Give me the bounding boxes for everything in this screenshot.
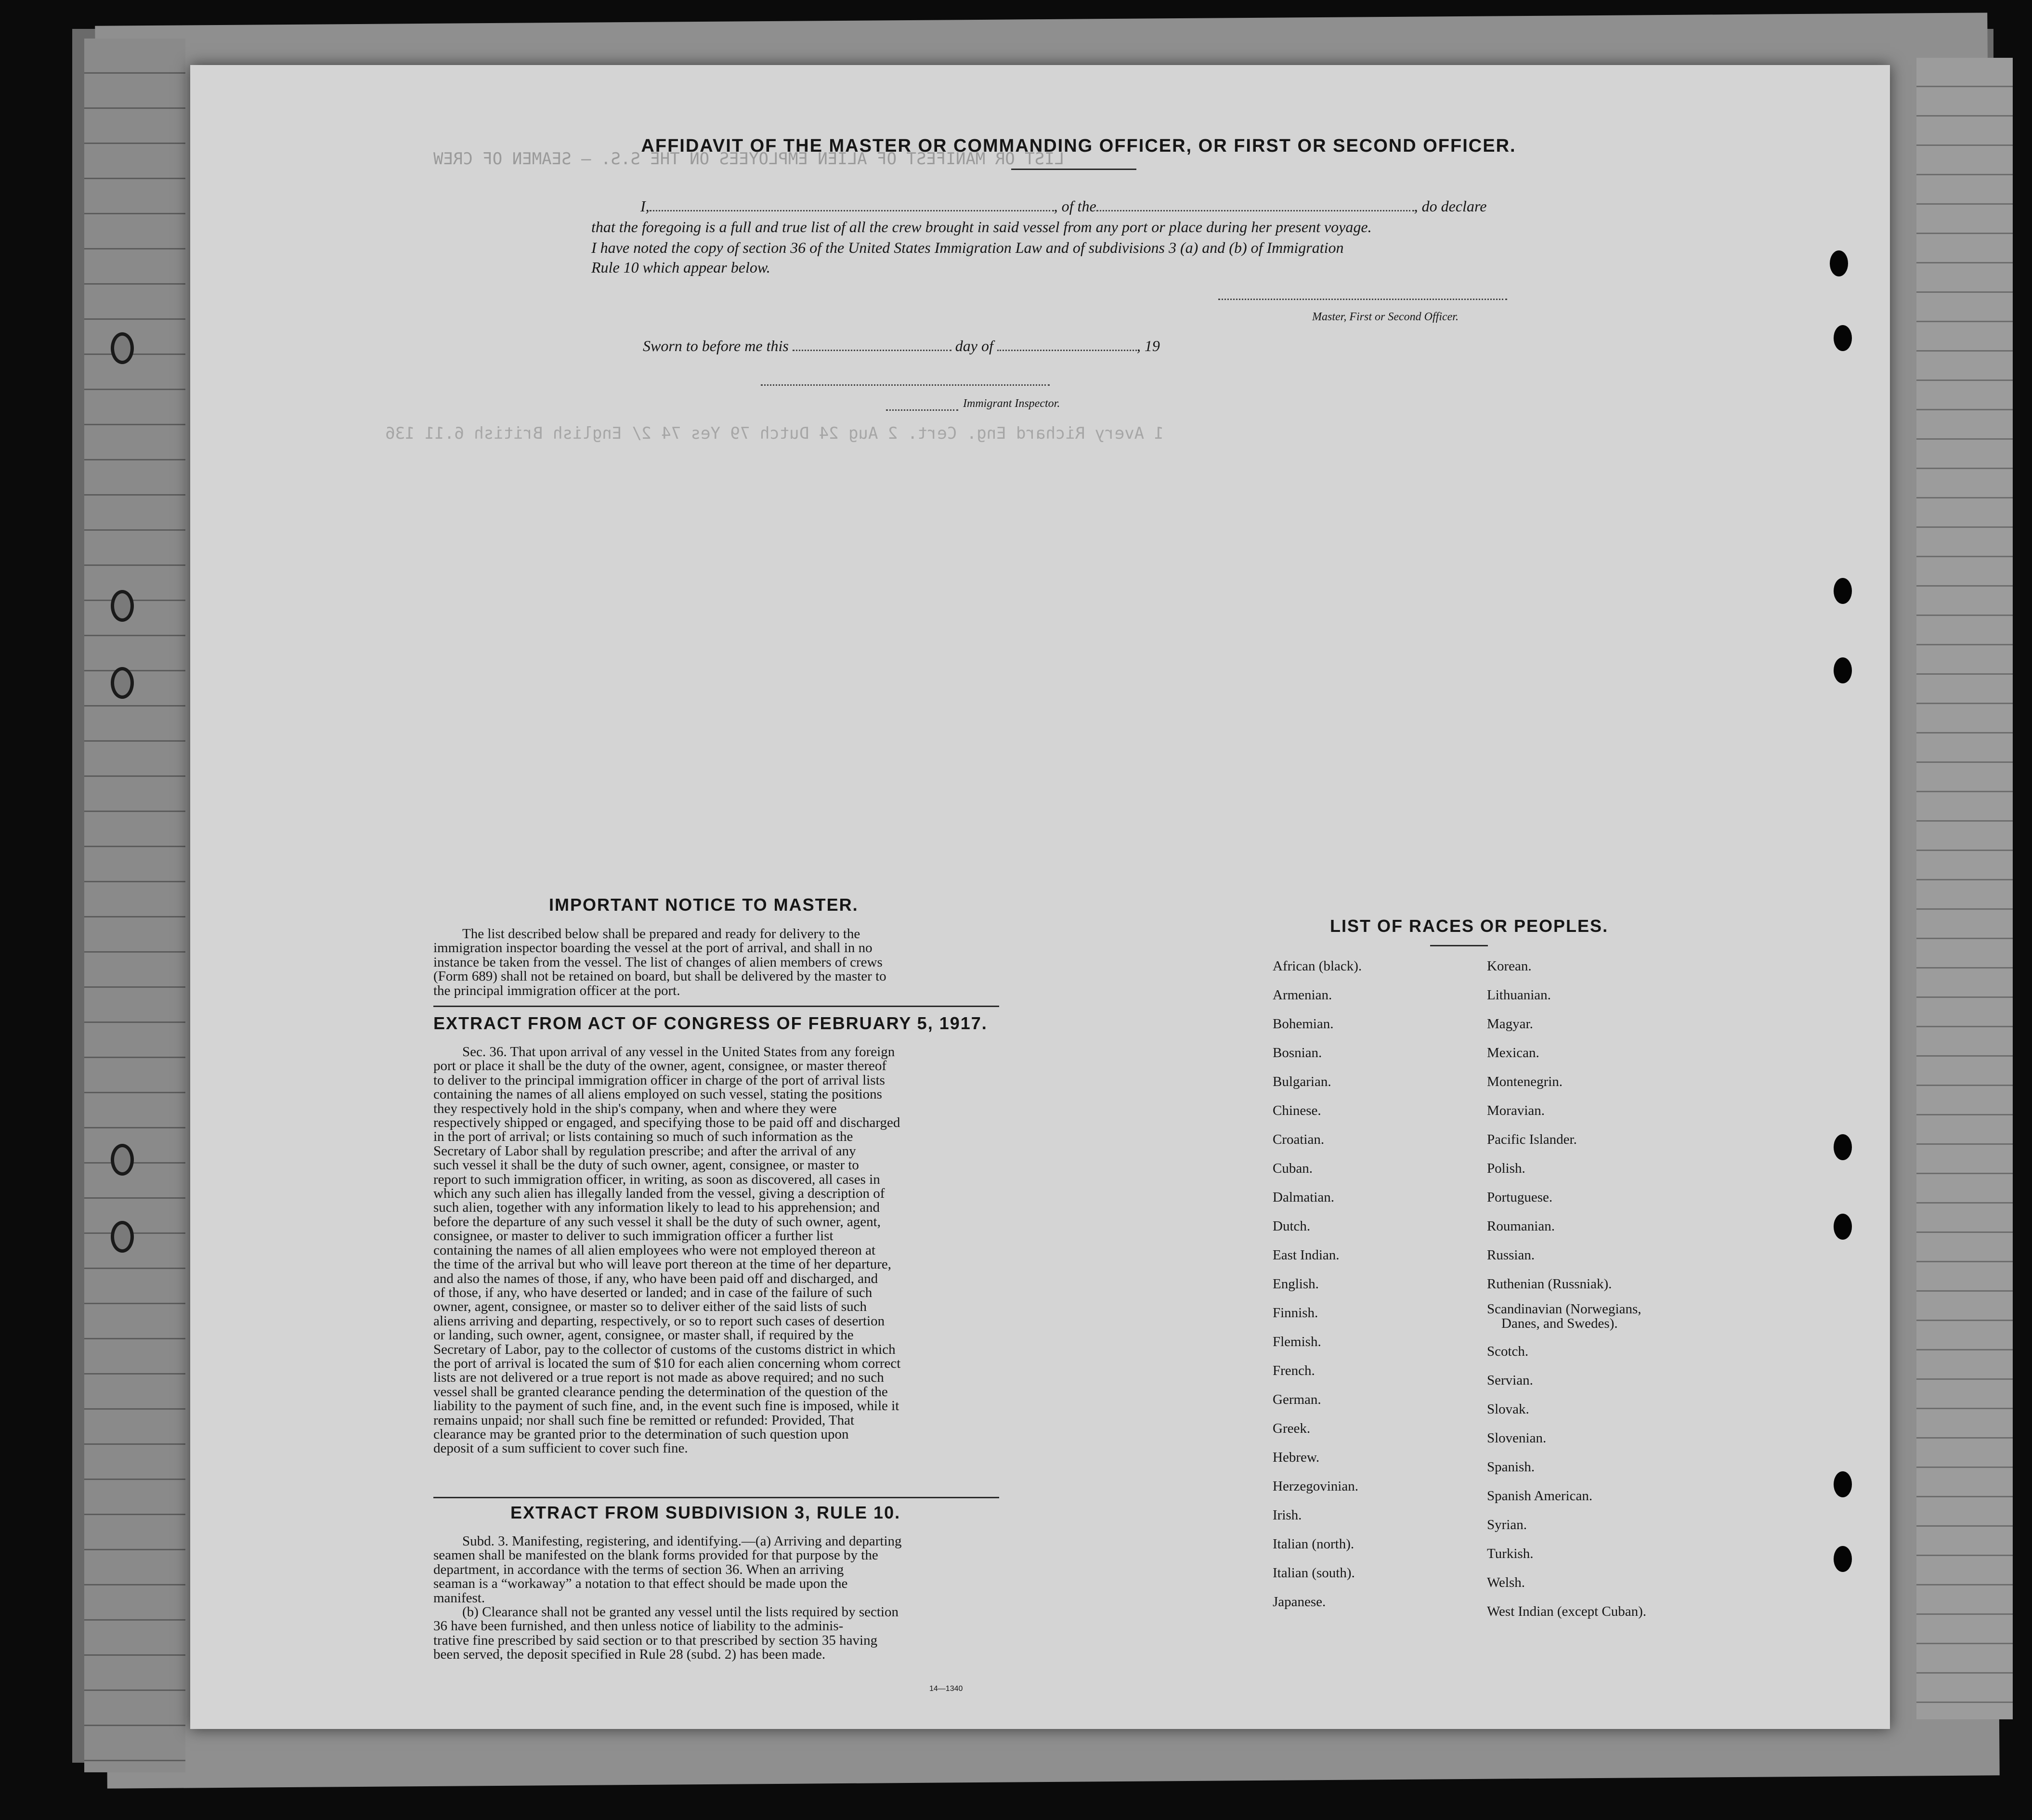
rule-line: 36 have been furnished, and then unless notice of liability to the adminis- — [433, 1618, 844, 1634]
race-item: Hebrew. — [1273, 1450, 1320, 1465]
affidavit-i: I, — [640, 197, 650, 215]
act-line: which any such alien has illegally landed from the vessel, giving a description of — [433, 1186, 885, 1202]
act-line: port or place it shall be the duty of the owner, agent, consignee, or master thereof — [433, 1058, 887, 1074]
affidavit-title: AFFIDAVIT OF THE MASTER OR COMMANDING OFFICER, OR FIRST OR SECOND OFFICER. — [641, 136, 1516, 156]
rule-line: seaman is a “workaway” a notation to that effect should be made upon the — [433, 1576, 848, 1592]
notice-line: instance be taken from the vessel. The list of changes of alien members of crews — [433, 954, 883, 970]
rule-line: Subd. 3. Manifesting, registering, and identifying.—(a) Arriving and departing — [462, 1533, 902, 1549]
punch-hole-icon — [1834, 325, 1852, 351]
act-line: such alien, together with any information likely to lead to his apprehension; and — [433, 1200, 880, 1216]
race-item: French. — [1273, 1363, 1315, 1378]
name-blank — [650, 210, 1054, 211]
year-label: , 19 — [1136, 337, 1160, 354]
race-item: African (black). — [1273, 958, 1362, 974]
rule-line: manifest. — [433, 1590, 485, 1606]
affidavit-line-4: Rule 10 which appear below. — [591, 259, 770, 276]
race-item: Ruthenian (Russniak). — [1487, 1276, 1612, 1292]
act-line: of those, if any, who have deserted or landed; and in case of the failure of such — [433, 1284, 873, 1300]
act-line: clearance may be granted prior to the determination of such question upon — [433, 1426, 849, 1442]
act-line: or landing, such owner, agent, consignee, or master shall, if required by the — [433, 1327, 854, 1343]
binding-hole-icon — [111, 1144, 134, 1176]
race-item: Cuban. — [1273, 1161, 1313, 1176]
sworn-line — [643, 337, 1160, 355]
punch-hole-icon — [1834, 1134, 1852, 1160]
race-item: Croatian. — [1273, 1132, 1325, 1147]
race-item: Servian. — [1487, 1373, 1533, 1388]
sworn-day-blank — [793, 350, 951, 351]
punch-hole-icon — [1830, 250, 1848, 276]
rule-body — [433, 1534, 999, 1662]
rule-line: (b) Clearance shall not be granted any vessel until the lists required by section — [462, 1604, 899, 1620]
race-item: Finnish. — [1273, 1305, 1318, 1321]
act-line: and also the names of those, if any, who have been paid off and discharged, and — [433, 1270, 878, 1286]
form-number: 14—1340 — [929, 1685, 963, 1693]
act-line: they respectively hold in the ship's company, when and where they were — [433, 1100, 837, 1116]
rule-line: been served, the deposit specified in Rule 28 (subd. 2) has been made. — [433, 1647, 826, 1663]
race-item: Turkish. — [1487, 1546, 1534, 1561]
act-line: report to such immigration officer, in writing, as soon as discovered, all cases in — [433, 1171, 880, 1187]
act-line: the port of arrival is located the sum of $10 for each alien concerning whom correct — [433, 1355, 901, 1371]
act-title: EXTRACT FROM ACT OF CONGRESS OF FEBRUARY 5, 1917. — [433, 1013, 988, 1033]
race-item: Bohemian. — [1273, 1016, 1334, 1032]
affidavit-line-1 — [640, 197, 1486, 215]
race-item: Herzegovinian. — [1273, 1479, 1358, 1494]
affidavit-of-the: , of the — [1054, 197, 1096, 215]
race-item: Russian. — [1487, 1247, 1535, 1263]
race-item: Welsh. — [1487, 1575, 1525, 1590]
notice-line: The list described below shall be prepared and ready for delivery to the — [462, 926, 860, 942]
bleed-through-header: LIST OR MANIFEST OF ALIEN EMPLOYEES ON THE S.S. — SEAMEN OF CREW — [433, 149, 1065, 169]
race-item: English. — [1273, 1276, 1319, 1292]
act-line: such vessel it shall be the duty of such owner, agent, consignee, or master to — [433, 1157, 859, 1173]
race-item: Italian (south). — [1273, 1565, 1355, 1581]
races-left-column — [1273, 958, 1362, 1623]
act-line: aliens arriving and departing, respectively, or so to report such cases of desertion — [433, 1313, 885, 1329]
punch-hole-icon — [1834, 578, 1852, 604]
race-item: Slovenian. — [1487, 1430, 1547, 1446]
race-item: Roumanian. — [1487, 1218, 1555, 1234]
race-item: Syrian. — [1487, 1517, 1527, 1532]
rule-line: seamen shall be manifested on the blank forms provided for that purpose by the — [433, 1547, 878, 1563]
race-item: Moravian. — [1487, 1103, 1545, 1118]
act-line: vessel shall be granted clearance pending the determination of the question of the — [433, 1384, 888, 1400]
race-item: East Indian. — [1273, 1247, 1340, 1263]
races-title-rule — [1430, 945, 1488, 946]
notice-line: (Form 689) shall not be retained on board, but shall be delivered by the master to — [433, 969, 886, 984]
act-line: containing the names of all alien employees who were not employed thereon at — [433, 1242, 876, 1258]
binding-hole-icon — [111, 590, 134, 622]
act-line: Secretary of Labor, pay to the collector of customs of the customs district in which — [433, 1341, 896, 1357]
punch-hole-icon — [1834, 1471, 1852, 1497]
act-line: Sec. 36. That upon arrival of any vessel in the United States from any foreign — [462, 1044, 895, 1060]
race-item: Korean. — [1487, 958, 1532, 974]
race-item: Japanese. — [1273, 1594, 1326, 1610]
rule-line: department, in accordance with the terms of section 36. When an arriving — [433, 1561, 844, 1577]
act-line: to deliver to the principal immigration officer in charge of the port of arrival lists — [433, 1072, 885, 1088]
affidavit-line-3: I have noted the copy of section 36 of the United States Immigration Law and of subdivisions 3 (a) and (b) of Immigration — [591, 239, 1344, 256]
sworn-label: Sworn to before me this — [643, 337, 789, 354]
binding-hole-icon — [111, 1221, 134, 1253]
race-item: Dalmatian. — [1273, 1190, 1335, 1205]
race-item: Magyar. — [1487, 1016, 1533, 1032]
master-signature-caption: Master, First or Second Officer. — [1312, 311, 1459, 323]
vessel-blank — [1096, 210, 1414, 211]
title-rule — [1011, 169, 1136, 170]
race-item: Montenegrin. — [1487, 1074, 1563, 1089]
section-rule — [433, 1006, 999, 1007]
sworn-month-blank — [997, 350, 1137, 351]
races-right-column — [1487, 958, 1646, 1633]
act-body — [433, 1045, 999, 1456]
act-line: Secretary of Labor shall by regulation prescribe; and after the arrival of any — [433, 1143, 856, 1159]
race-item: Bosnian. — [1273, 1045, 1322, 1061]
act-line: consignee, or master to deliver to such immigration officer a further list — [433, 1228, 834, 1244]
act-line: liability to the payment of such fine, and, in the event such fine is imposed, while it — [433, 1398, 899, 1414]
act-line: remains unpaid; nor shall such fine be remitted or refunded: Provided, That — [433, 1412, 855, 1428]
notice-line: immigration inspector boarding the vessel at the port of arrival, and shall in no — [433, 940, 873, 956]
race-item: Slovak. — [1487, 1401, 1529, 1417]
affidavit-declare: , do declare — [1414, 197, 1487, 215]
race-item: Spanish American. — [1487, 1488, 1593, 1504]
race-item: Pacific Islander. — [1487, 1132, 1577, 1147]
right-ledger-strip — [1916, 58, 2013, 1719]
race-item: Irish. — [1273, 1507, 1302, 1523]
section-rule — [433, 1497, 999, 1498]
punch-hole-icon — [1834, 1214, 1852, 1240]
race-item: Danes, and Swedes). — [1501, 1316, 1618, 1331]
race-item: Spanish. — [1487, 1459, 1535, 1475]
race-item: Polish. — [1487, 1161, 1525, 1176]
punch-hole-icon — [1834, 657, 1852, 683]
notice-line: the principal immigration officer at the port. — [433, 982, 680, 998]
day-of-label: day of — [955, 337, 993, 354]
binding-hole-icon — [111, 332, 134, 364]
act-line: the time of the arrival but who will leave port thereon at the time of her departure, — [433, 1257, 892, 1272]
act-line: respectively shipped or engaged, and specifying those to be paid off and discharged — [433, 1115, 900, 1131]
race-item: Armenian. — [1273, 987, 1332, 1003]
race-item: Portuguese. — [1487, 1190, 1553, 1205]
inspector-lead-line — [886, 409, 958, 411]
rule-title: EXTRACT FROM SUBDIVISION 3, RULE 10. — [510, 1503, 901, 1522]
act-line: lists are not delivered or a true report is not made as above required; and no such — [433, 1370, 884, 1386]
master-signature-line — [1218, 299, 1507, 300]
race-item: Italian (north). — [1273, 1536, 1355, 1552]
race-item: Chinese. — [1273, 1103, 1321, 1118]
affidavit-line-2: that the foregoing is a full and true list of all the crew brought in said vessel from any port or place during her present voyage. — [591, 218, 1372, 236]
act-line: before the departure of any such vessel it shall be the duty of such owner, agent, — [433, 1214, 881, 1230]
race-item: Bulgarian. — [1273, 1074, 1331, 1089]
race-item: Mexican. — [1487, 1045, 1539, 1061]
act-line: containing the names of all aliens employed on such vessel, stating the positions — [433, 1087, 882, 1102]
inspector-signature-line — [761, 384, 1050, 386]
notice-title: IMPORTANT NOTICE TO MASTER. — [549, 895, 859, 915]
races-title: LIST OF RACES OR PEOPLES. — [1330, 916, 1609, 936]
race-item: Flemish. — [1273, 1334, 1321, 1349]
binding-hole-icon — [111, 667, 134, 699]
race-item: West Indian (except Cuban). — [1487, 1604, 1647, 1619]
race-item: Greek. — [1273, 1421, 1311, 1436]
race-item: Dutch. — [1273, 1218, 1311, 1234]
act-line: deposit of a sum sufficient to cover such fine. — [433, 1440, 688, 1456]
rule-line: trative fine prescribed by said section or to that prescribed by section 35 having — [433, 1632, 878, 1648]
punch-hole-icon — [1834, 1546, 1852, 1572]
race-item: Scandinavian (Norwegians, — [1487, 1301, 1641, 1317]
bleed-through-row: 1 Avery Richard Eng. Cert. 2 Aug 24 Dutch 79 Yes 74 2/ English British 6.11 136 — [385, 424, 1164, 443]
notice-body — [433, 927, 999, 998]
race-item: Lithuanian. — [1487, 987, 1551, 1003]
act-line: in the port of arrival; or lists containing so much of such information as the — [433, 1129, 853, 1145]
act-line: owner, agent, consignee, or master so to deliver either of the said lists of such — [433, 1299, 867, 1315]
inspector-caption: Immigrant Inspector. — [963, 397, 1060, 410]
race-item: German. — [1273, 1392, 1321, 1407]
left-ledger-strip — [84, 39, 185, 1772]
race-item: Scotch. — [1487, 1344, 1529, 1359]
